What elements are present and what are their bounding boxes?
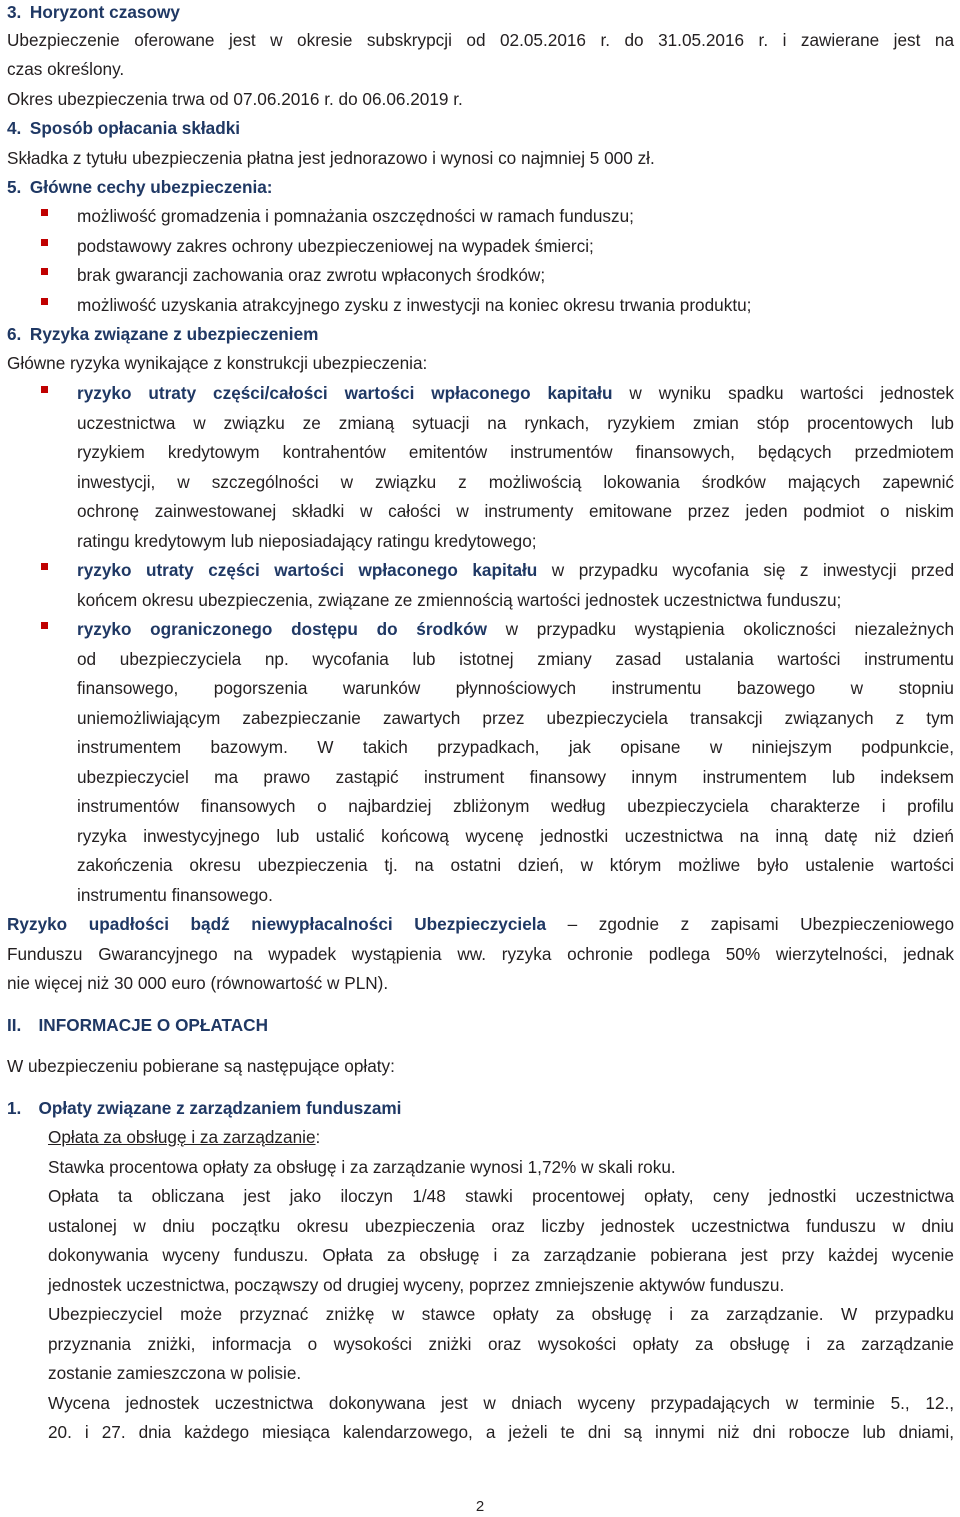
insolvency-rest: – zgodnie z zapisami Ubezpieczeniowego [546, 914, 954, 934]
risk-1-line: uczestnictwa w związku ze zmianą sytuacji na rynkach, ryzykiem zmian stóp procentowych lub [77, 413, 954, 433]
s6-intro: Główne ryzyka wynikające z konstrukcji ubezpieczenia: [7, 353, 428, 373]
fee-text-line: 20. i 27. dnia każdego miesiąca kalendarzowego, a jeżeli te dni są innymi niż dni robocze lub dniami, [48, 1422, 954, 1442]
fee-label-line [48, 1125, 954, 1149]
section-6-heading: 6. Ryzyka związane z ubezpieczeniem [7, 324, 319, 344]
risk-2-title: ryzyko utraty części wartości wpłaconego kapitału [77, 560, 538, 580]
section-3-heading: 3. Horyzont czasowy [7, 2, 180, 22]
fee-text-line: ustalonej w dniu początku okresu ubezpieczenia oraz liczby jednostek uczestnictwa funduszu w dniu [48, 1216, 954, 1236]
risk-1-line: inwestycji, w szczególności w związku z możliwością lokowania środków mających zapewnić [77, 472, 954, 492]
s5-feature-item: brak gwarancji zachowania oraz zwrotu wpłaconych środków; [77, 265, 546, 285]
fee-label-colon: : [315, 1127, 321, 1147]
risk-3-line: od ubezpieczyciela np. wycofania lub istotnej zmiany zasad ustalania wartości instrumentu [77, 649, 954, 669]
fee-text-line: Wycena jednostek uczestnictwa dokonywana jest w dniach wyceny przypadających w terminie 5., 12., [48, 1393, 954, 1413]
fee-text-line: przyznania zniżki, informacja o wysokości zniżki oraz wysokości opłaty za obsługę i za zarządzanie [48, 1334, 954, 1354]
bullet-icon [41, 268, 48, 275]
bullet-icon [41, 622, 48, 629]
risk-3-title: ryzyko ograniczonego dostępu do środków [77, 619, 487, 639]
risk-3-line: instrumentu finansowego. [77, 885, 273, 905]
page-number: 2 [475, 1498, 485, 1515]
risk-2-rest: w przypadku wycofania się z inwestycji przed [537, 560, 955, 580]
s5-feature-item: podstawowy zakres ochrony ubezpieczeniowej na wypadek śmierci; [77, 236, 594, 256]
section-II-intro: W ubezpieczeniu pobierane są następujące opłaty: [7, 1056, 395, 1076]
s3-text-line-3: Okres ubezpieczenia trwa od 07.06.2016 r. do 06.06.2019 r. [7, 89, 463, 109]
risk-3-line: ubezpieczyciel ma prawo zastąpić instrument finansowy innym instrumentem lub indeksem [77, 767, 954, 787]
risk-3-first-line [77, 617, 954, 641]
insolvency-title: Ryzyko upadłości bądź niewypłacalności Ubezpieczyciela [7, 914, 547, 934]
bullet-icon [41, 563, 48, 570]
s5-feature-item: możliwość gromadzenia i pomnażania oszczędności w ramach funduszu; [77, 206, 634, 226]
s3-text-line-2: czas określony. [7, 59, 125, 79]
risk-1-line: ratingu kredytowym lub nieposiadający ratingu kredytowego; [77, 531, 537, 551]
risk-3-line: zakończenia okresu ubezpieczenia tj. na ostatni dzień, w którym możliwe było ustalenie wartości [77, 855, 954, 875]
risk-3-line: finansowego, pogorszenia warunków płynnościowych instrumentu bazowego w stopniu [77, 678, 954, 698]
bullet-icon [41, 386, 48, 393]
s3-text-line-1: Ubezpieczenie oferowane jest w okresie subskrypcji od 02.05.2016 r. do 31.05.2016 r. i zawierane jest na [7, 30, 954, 50]
risk-3-line: ryzyka inwestycyjnego lub ustalić końcową wycenę jednostki uczestnictwa na inną datę niż dzień [77, 826, 954, 846]
s5-feature-item: możliwość uzyskania atrakcyjnego zysku z inwestycji na koniec okresu trwania produktu; [77, 295, 752, 315]
bullet-icon [41, 298, 48, 305]
risk-1-line: ochronę zainwestowanej składki w całości w instrumenty emitowane przez jeden podmiot o niskim [77, 501, 954, 521]
risk-2-first-line [77, 558, 954, 582]
risk-1-rest: w wyniku spadku wartości jednostek [612, 383, 955, 403]
fee-text-line: dokonywania wyceny funduszu. Opłata za obsługę i za zarządzanie pobierana jest przy każdej wycenie [48, 1245, 954, 1265]
risk-3-rest: w przypadku wystąpienia okoliczności niezależnych [486, 619, 955, 639]
fee-label: Opłata za obsługę i za zarządzanie [48, 1127, 316, 1147]
section-4-heading: 4. Sposób opłacania składki [7, 118, 241, 138]
risk-3-line: instrumentów finansowych o najbardziej zbliżonym według ubezpieczyciela charakterze i profilu [77, 796, 954, 816]
insolvency-first-line [7, 912, 954, 936]
risk-3-line: instrumentem bazowym. W takich przypadkach, jak opisane w niniejszym podpunkcie, [77, 737, 954, 757]
risk-2-line: końcem okresu ubezpieczenia, związane ze zmiennością wartości jednostek uczestnictwa funduszu; [77, 590, 842, 610]
risk-1-line: ryzykiem kredytowym kontrahentów emitentów instrumentów finansowych, będących przedmiotem [77, 442, 954, 462]
bullet-icon [41, 209, 48, 216]
fee-text-line: Ubezpieczyciel może przyznać zniżkę w stawce opłaty za obsługę i za zarządzanie. W przypadku [48, 1304, 954, 1324]
section-5-heading: 5. Główne cechy ubezpieczenia: [7, 177, 273, 197]
section-II-heading: II. INFORMACJE O OPŁATACH [7, 1015, 268, 1035]
subsection-1-heading: 1. Opłaty związane z zarządzaniem funduszami [7, 1098, 402, 1118]
risk-1-title: ryzyko utraty części/całości wartości wpłaconego kapitału [77, 383, 613, 403]
fee-text-line: Stawka procentowa opłaty za obsługę i za zarządzanie wynosi 1,72% w skali roku. [48, 1157, 676, 1177]
risk-3-line: uniemożliwiającym zabezpieczanie zawartych przez ubezpieczyciela transakcji związanych z tym [77, 708, 954, 728]
insolvency-line: nie więcej niż 30 000 euro (równowartość w PLN). [7, 973, 389, 993]
bullet-icon [41, 239, 48, 246]
s4-text-line-1: Składka z tytułu ubezpieczenia płatna jest jednorazowo i wynosi co najmniej 5 000 zł. [7, 148, 655, 168]
risk-1-first-line [77, 381, 954, 405]
fee-text-line: jednostek uczestnictwa, począwszy od drugiej wyceny, poprzez zmniejszenie aktywów funduszu. [48, 1275, 785, 1295]
fee-text-line: Opłata ta obliczana jest jako iloczyn 1/48 stawki procentowej opłaty, ceny jednostki uczestnictwa [48, 1186, 954, 1206]
fee-text-line: zostanie zamieszczona w polisie. [48, 1363, 302, 1383]
insolvency-line: Funduszu Gwarancyjnego na wypadek wystąpienia ww. ryzyka ochronie podlega 50% wierzytelności, jednak [7, 944, 954, 964]
